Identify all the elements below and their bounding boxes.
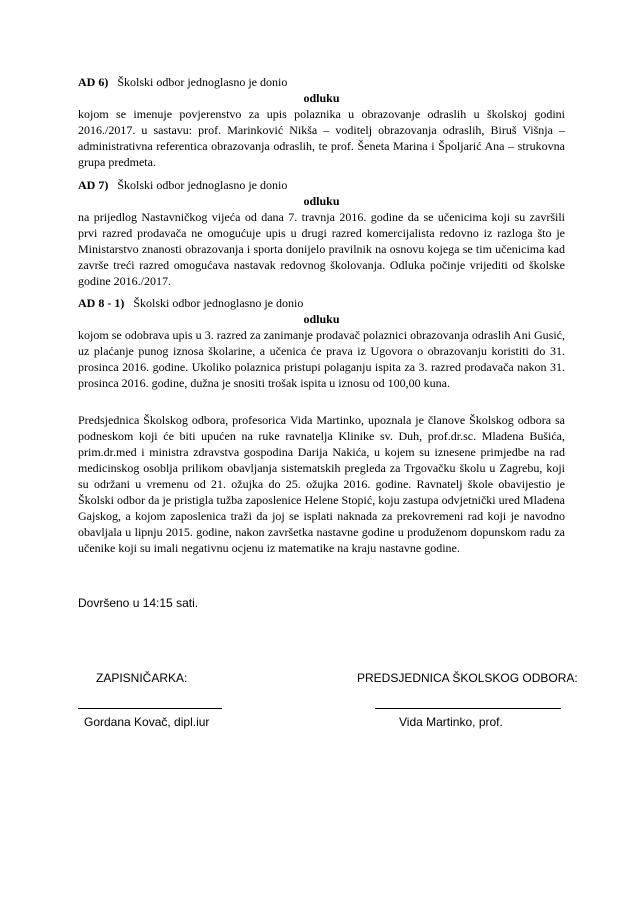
president-paragraph: Predsjednica Školskog odbora, profesorica Vida Martinko, upoznala je članove Školskog odbora sa podneskom koji će biti upućen na ruke ravnatelja Klinike sv. Duh, prof.dr.sc. Mladena Bušića, prim.dr.med i ministra zdravstva gospodina Darija Nakića, u kojem su iznesene primjedbe na rad medicinskog osoblja prilikom obavljanja sistematskih pregleda za Trgovačku školu u Zagrebu, koji su održani u vremenu od 21. ožujka do 25. ožujka 2016. godine. Ravnatelj škole obavijestio je Školski odbor da je pristigla tužba zaposlenice Helene Stopić, koju zastupa odvjetnički ured Mladena Gajskog, a kojom zaposlenica traži da joj se isplati naknada za prekovremeni rad koji je navodno obavljala u lipnju 2015. godine, nakon završetka nastavne godine u produženom dopunskom radu za učenike koji su imali negativnu ocjenu iz matematike na kraju nastavne godine. <box>78 413 565 555</box>
recorder-signature-line <box>78 708 222 709</box>
agenda-item-7-header <box>78 177 565 193</box>
agenda-item-8-1-decision: odluku <box>303 312 340 326</box>
agenda-item-8-1-text: kojom se odobrava upis u 3. razred za zanimanje prodavač polaznici obrazovanja odraslih Ani Gusić, uz plaćanje punog iznosa školarine, a učenica će prava iz Ugovora o obrazovanju koristiti do 31. prosinca 2016. godine. Ukoliko polaznica pristupi polaganju ispita za 3. razred prodavača nakon 31. prosinca 2016. godine, dužna je snositi trošak ispita u iznosu od 100,00 kuna. <box>78 328 565 390</box>
president-paragraph-section <box>78 412 565 556</box>
agenda-item-6 <box>78 74 565 170</box>
president-name: Vida Martinko, prof. <box>399 715 503 729</box>
agenda-item-6-label: AD 6) <box>78 75 109 89</box>
agenda-item-7-label: AD 7) <box>78 178 109 192</box>
agenda-item-6-intro: Školski odbor jednoglasno je donio <box>117 75 288 89</box>
agenda-item-7 <box>78 177 565 289</box>
agenda-item-6-decision: odluku <box>303 91 340 105</box>
recorder-title: ZAPISNIČARKA: <box>96 671 188 685</box>
recorder-name: Gordana Kovač, dipl.iur <box>84 715 210 729</box>
president-title: PREDSJEDNICA ŠKOLSKOG ODBORA: <box>357 671 578 685</box>
agenda-item-6-header <box>78 74 565 90</box>
agenda-item-8-1 <box>78 295 565 391</box>
agenda-item-7-decision: odluku <box>303 194 340 208</box>
closing-time: Dovršeno u 14:15 sati. <box>78 596 199 610</box>
agenda-item-8-1-label: AD 8 - 1) <box>78 296 125 310</box>
agenda-item-7-intro: Školski odbor jednoglasno je donio <box>117 178 288 192</box>
agenda-item-8-1-intro: Školski odbor jednoglasno je donio <box>133 296 304 310</box>
president-signature-line <box>375 708 561 709</box>
agenda-item-6-text: kojom se imenuje povjerenstvo za upis polaznika u obrazovanje odraslih u školskoj godini 2016./2017. u sastavu: prof. Marinković Nikša – voditelj obrazovanja odraslih, Biruš Višnja – administrativna referentica obrazovanja odraslih, te prof. Šeneta Marina i Špoljarić Ana – strukovna grupa predmeta. <box>78 107 565 169</box>
agenda-item-8-1-header <box>78 295 565 311</box>
agenda-item-7-text: na prijedlog Nastavničkog vijeća od dana 7. travnja 2016. godine da se učenicima koji su završili prvi razred prodavača ne omogućuje upis u drugi razred komercijalista redovno iz razloga što je Ministarstvo znanosti obrazovanja i sporta donijelo pravilnik na osnovu kojega se tim učenicima kad završe treći razred omogućava nastavak redovnog školovanja. Odluka počinje vrijediti od školske godine 2016./2017. <box>78 210 565 288</box>
